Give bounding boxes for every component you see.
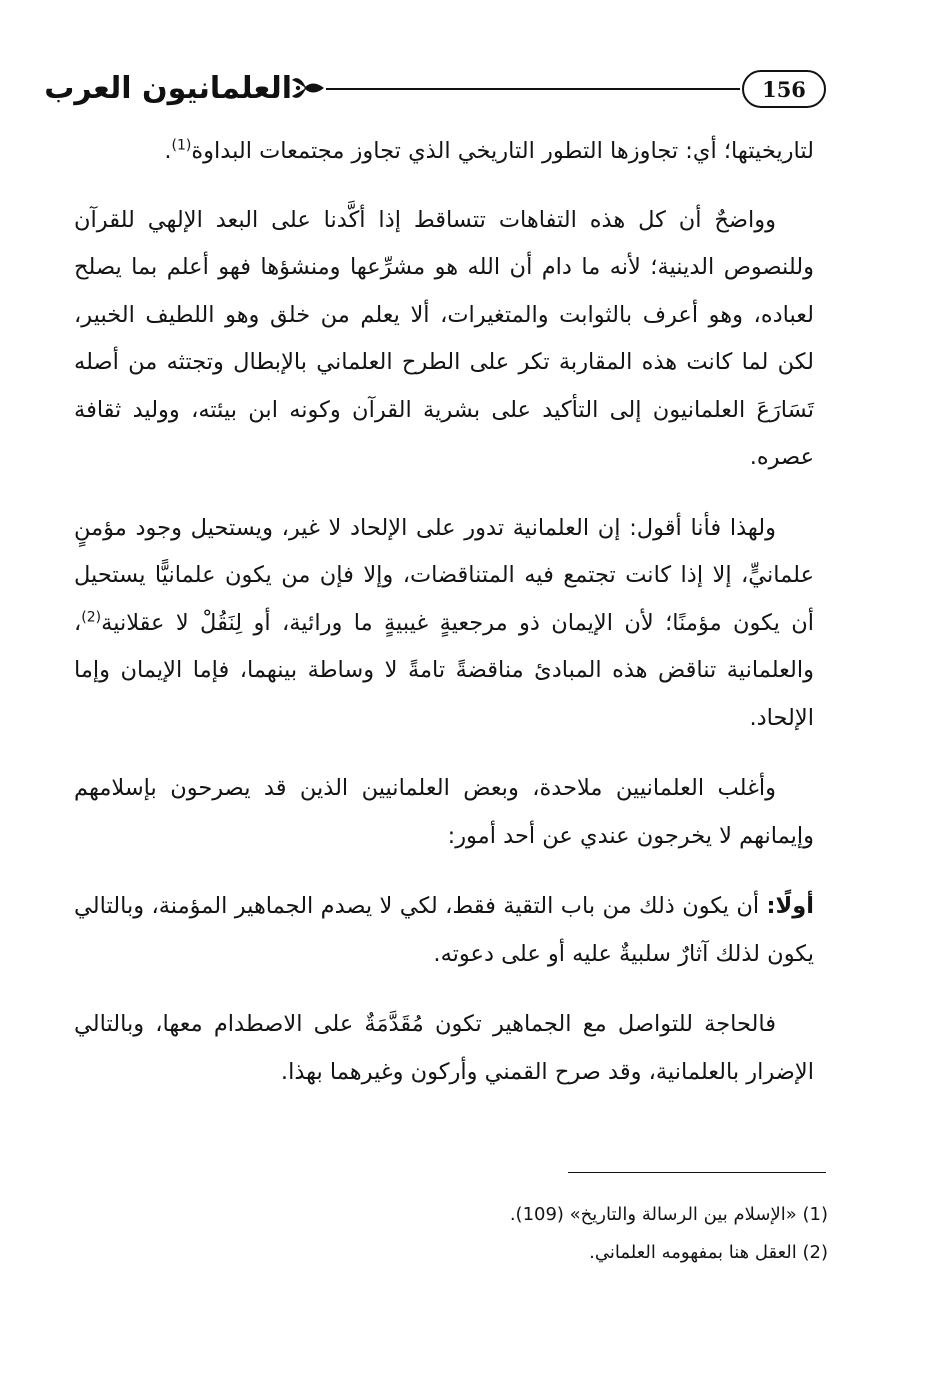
paragraph-3 (74, 505, 814, 743)
paragraph-2-text: وواضحٌ أن كل هذه التفاهات تتساقط إذا أكَّدنا على البعد الإلهي للقرآن وللنصوص الدينية؛ لأنه ما دام أن الله هو مشرِّعها ومنشؤها فهو أعلم بما يصلح لعباده، وهو أعرف بالثوابت والمتغيرات، ألا يعلم من خلق وهو اللطيف الخبير، لكن لما كانت هذه المقاربة تكر على الطرح العلماني بالإبطال وتجتثه من أصله تَسَارَعَ العلمانيون إلى التأكيد على بشرية القرآن وكونه ابن بيئته، ووليد ثقافة عصره. (74, 206, 814, 470)
page-body (74, 128, 814, 1119)
footnote-1: (1) «الإسلام بين الرسالة والتاريخ» (109). (509, 1204, 828, 1225)
paragraph-1-end: . (164, 138, 172, 164)
paragraph-6-text: فالحاجة للتواصل مع الجماهير تكون مُقَدَّمَةٌ على الاصطدام معها، وبالتالي الإضرار بالعلمانية، وقد صرح القمني وأركون وغيرهما بهذا. (74, 1011, 814, 1085)
footnote-separator (568, 1172, 826, 1173)
footnotes (300, 1196, 828, 1272)
footnote-ref-2: (2) (81, 609, 102, 625)
paragraph-5-text: أن يكون ذلك من باب التقية فقط، لكي لا يصدم الجماهير المؤمنة، وبالتالي يكون لذلك آثارٌ سلبيةٌ عليه أو على دعوته. (74, 893, 814, 967)
page-header (44, 64, 824, 120)
paragraph-2 (74, 197, 814, 482)
footnote-ref-1: (1) (171, 137, 192, 154)
paragraph-4-text: وأغلب العلمانيين ملاحدة، وبعض العلمانيين الذين قد يصرحون بإسلامهم وإيمانهم لا يخرجون عندي عن أحد أمور: (74, 775, 814, 849)
header-rule (326, 88, 740, 90)
paragraph-3-text-a: ولهذا فأنا أقول: إن العلمانية تدور على الإلحاد لا غير، ويستحيل وجود مؤمنٍ علمانيٍّ، إلا إذا كانت تجتمع فيه المتناقضات، وإلا فإن من يكون علمانيًّا يستحيل أن يكون مؤمنًا؛ لأن الإيمان ذو مرجعيةٍ غيبيةٍ ما ورائية، أو لِنَقُلْ لا عقلانية (74, 514, 814, 636)
paragraph-3-text-b: ، والعلمانية تناقض هذه المبادئ مناقضةً تامةً لا وساطة بينهما، فإما الإيمان وإما الإلحاد. (74, 609, 814, 731)
paragraph-6 (74, 1001, 814, 1096)
paragraph-4 (74, 765, 814, 860)
footnote-2: (2) العقل هنا بمفهومه العلماني. (589, 1242, 828, 1263)
paragraph-1-text: لتاريخيتها؛ أي: تجاوزها التطور التاريخي الذي تجاوز مجتمعات البداوة (191, 138, 814, 164)
paragraph-1 (74, 128, 814, 176)
page-number: 156 (742, 70, 826, 108)
paragraph-5-lead: أولًا: (766, 893, 814, 919)
floral-ornament-icon (290, 68, 326, 108)
book-title: العلمانيون العرب (44, 71, 292, 106)
paragraph-5 (74, 883, 814, 978)
